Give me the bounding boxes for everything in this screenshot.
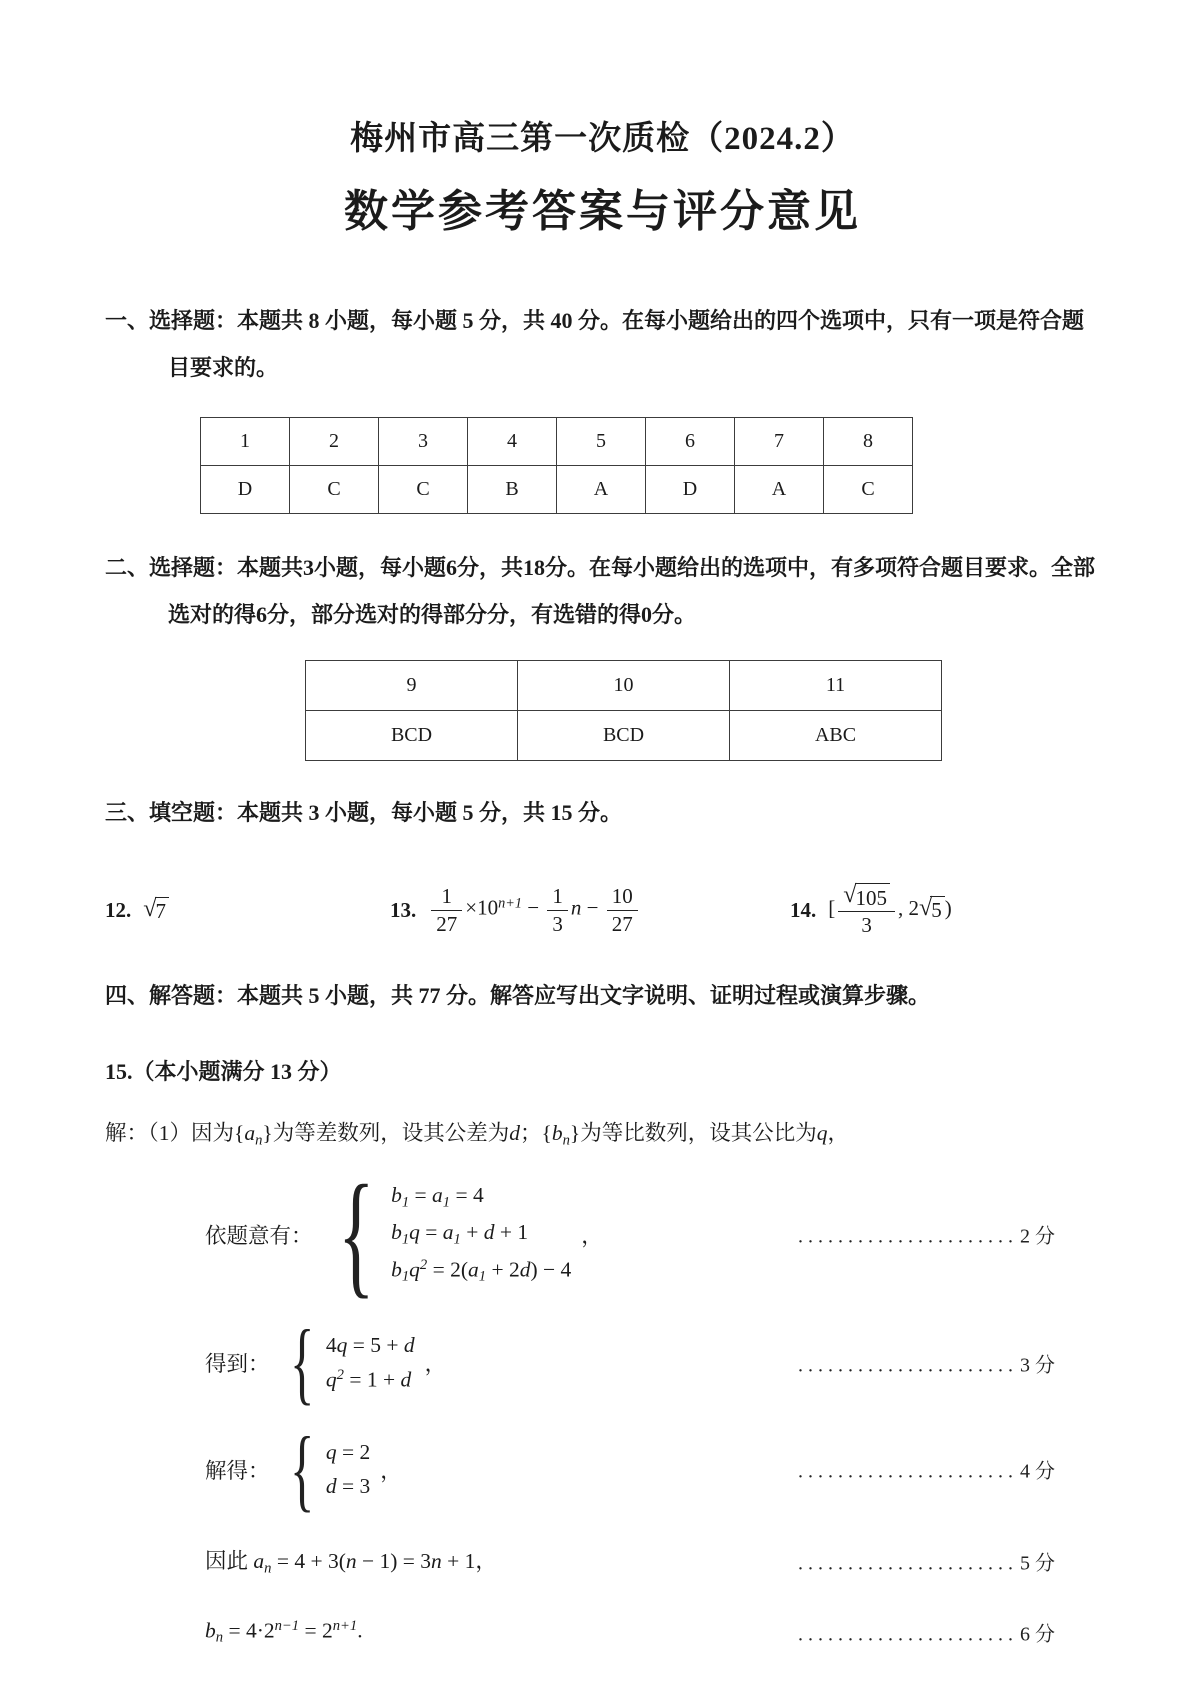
math-text: ， [827,1121,850,1145]
math-variable: q [336,1332,348,1357]
q3-answer: C [379,466,468,514]
dotted-leader: ...................... [798,1354,1018,1377]
math-text: . [357,1618,363,1643]
case-equation [326,1367,415,1392]
q13-math [428,883,640,937]
step-5-equation [205,1618,363,1647]
math-square-root [143,894,169,924]
math-variable: d [483,1219,495,1244]
solution-step-3 [205,1417,1100,1520]
math-subscript: 1 [401,1193,410,1210]
section-3-fill-in-heading: 三、填空题：本题共 3 小题，每小题 5 分，共 15 分。 [105,800,623,825]
case-equation [326,1333,415,1358]
math-variable: a [432,1182,443,1207]
case-rows [326,1333,415,1392]
q14-answer [790,882,952,939]
math-square-root [843,880,890,911]
math-variable: b [391,1257,402,1282]
math-superscript: n−1 [274,1617,300,1634]
step-1-score [798,1220,1055,1249]
math-subscript: n [215,1629,224,1646]
q11-answer: ABC [730,711,942,761]
math-superscript: 2 [419,1257,428,1274]
math-variable: d [400,1367,412,1392]
math-subscript: 1 [478,1269,487,1286]
math-subscript: 1 [453,1231,461,1248]
math-text: 为等差数列，设其公差为 [272,1121,510,1145]
math-variable: d [509,1121,520,1145]
q11-number: 11 [730,661,942,711]
math-text: 解：（1）因为 [105,1121,235,1145]
score-label: 6 分 [1020,1623,1055,1646]
math-subscript: 1 [401,1269,410,1286]
case-equation [391,1220,571,1248]
case-equation [326,1474,370,1499]
math-variable: d [519,1257,531,1282]
math-superscript: n+1 [498,895,522,912]
math-variable: n [570,895,582,920]
q1-answer: D [201,466,290,514]
math-text: ； [520,1121,542,1145]
math-text: = 2 [299,1618,333,1643]
math-variable: n [345,1549,357,1574]
math-text: = 5 + [347,1332,404,1357]
case-equation [326,1440,370,1465]
section-4-solutions-heading: 四、解答题：本题共 5 小题，共 77 分。解答应写出文字说明、证明过程或演算步骤。 [105,983,931,1008]
math-text: { [541,1121,552,1145]
left-brace-icon: { [289,1417,314,1520]
q9-number: 9 [306,661,518,711]
score-label: 3 分 [1020,1354,1055,1377]
math-variable: b [391,1182,402,1207]
fraction-denominator [547,910,568,937]
math-text: 4 [325,1332,337,1357]
math-case-system [323,1156,572,1311]
step-1-lead: 依题意有： [205,1223,313,1248]
q1-number: 1 [201,418,290,466]
math-text: [ [828,895,836,920]
radical-sign-icon: √ [143,894,157,922]
step-4-score [798,1547,1055,1576]
q2-number: 2 [290,418,379,466]
fraction-denominator [607,910,638,937]
math-text: − [522,895,545,920]
case-equation [391,1257,571,1286]
solution-intro-line [105,1116,1100,1149]
q10-answer: BCD [518,711,730,761]
math-text: − [581,895,604,920]
step-1-system [323,1156,572,1311]
step-3-system [280,1417,371,1520]
math-variable: q [409,1219,420,1244]
math-text: ) − 4 [530,1257,572,1282]
table-row-answers [306,711,942,761]
math-text: = 1 + [343,1367,401,1392]
step-2-score [798,1348,1055,1377]
math-variable: n [431,1549,442,1574]
math-variable: a [468,1257,479,1282]
math-superscript: n+1 [332,1617,358,1634]
q14-label: 14. [790,897,817,922]
q6-number: 6 [646,418,735,466]
dotted-leader: ...................... [798,1460,1018,1483]
section-1-multiple-choice-heading: 一、选择题：本题共 8 小题，每小题 5 分，共 40 分。在每小题给出的四个选项中，只有一项是符合题目要求的。 [105,308,1085,380]
math-fraction [838,882,895,939]
math-variable: d [325,1473,337,1498]
dotted-leader: ...................... [798,1225,1018,1248]
math-variable: q [409,1257,420,1282]
math-fraction [547,883,568,937]
math-text: 因此 [205,1549,254,1574]
q13-label: 13. [390,897,417,922]
math-variable: q [816,1121,828,1145]
math-text: } [569,1121,581,1145]
score-label: 4 分 [1020,1460,1055,1483]
math-variable: b [551,1121,563,1145]
math-text: + [460,1219,484,1244]
section-2-multi-select-heading: 二、选择题：本题共3小题，每小题6分，共18分。在每小题给出的选项中，有多项符合题目要求。全部选对的得6分，部分选对的得部分分，有选错的得0分。 [105,555,1096,627]
fraction-denominator [838,911,895,938]
radical-sign-icon: √ [919,893,933,921]
math-subscript: n [255,1132,263,1149]
math-text: + 1 [494,1219,529,1244]
math-variable: a [442,1219,454,1244]
q2-answer: C [290,466,379,514]
fraction-numerator [607,883,638,909]
step-2-lead: 得到： [205,1352,270,1377]
math-variable: d [403,1332,415,1357]
step-3-comma: ， [380,1458,402,1483]
q8-number: 8 [824,418,913,466]
question-15-heading: 15.（本小题满分 13 分） [105,1059,342,1084]
fill-in-answers-row [105,862,1100,958]
solution-step-1 [205,1156,1100,1311]
math-variable: a [244,1121,256,1145]
math-square-root [919,893,945,923]
step-2-system [280,1311,415,1414]
math-case-system [280,1417,371,1520]
solution-step-2 [205,1311,1100,1414]
math-subscript: n [264,1560,272,1577]
step-1-comma: ， [581,1223,603,1248]
fraction-denominator [431,910,462,937]
radicand: 7 [155,897,170,924]
dotted-leader: ...................... [798,1552,1018,1575]
math-text: 1 [441,884,452,909]
math-text: = 2 [336,1439,371,1464]
radicand: 5 [930,896,945,923]
answer-table-q9-11 [305,660,942,761]
math-variable: q [325,1367,337,1392]
q7-answer: A [735,466,824,514]
q12-answer [105,894,390,924]
fraction-numerator [547,883,568,909]
math-text: 3 [552,911,563,936]
radicand: 105 [855,883,891,911]
math-text: = 2( [427,1257,468,1282]
table-row-headers [306,661,942,711]
document-subtitle: 数学参考答案与评分意见 [344,187,861,236]
case-rows [326,1440,370,1499]
math-text: + 2 [486,1257,520,1282]
math-variable: a [253,1549,265,1574]
dotted-leader: ...................... [798,1623,1018,1646]
q3-number: 3 [379,418,468,466]
math-subscript: n [562,1132,570,1149]
q5-number: 5 [557,418,646,466]
document-header [105,112,1100,239]
q4-answer: B [468,466,557,514]
step-3-lead: 解得： [205,1458,270,1483]
math-text: 3 [861,913,872,937]
math-text: { [234,1121,245,1145]
math-text: + 1， [441,1549,497,1574]
math-text: = 4 + 3( [271,1549,346,1574]
math-text: = [409,1182,433,1207]
q12-math [143,894,169,924]
score-label: 2 分 [1020,1225,1055,1248]
answer-table-q1-8 [200,417,913,514]
step-2-comma: ， [424,1352,447,1377]
math-text: ) [944,895,952,920]
q14-math [828,882,952,939]
score-label: 5 分 [1020,1552,1055,1575]
q10-number: 10 [518,661,730,711]
table-row-headers [201,418,913,466]
math-text: − 1) = 3 [356,1549,432,1574]
math-fraction [607,883,638,937]
left-brace-icon: { [289,1311,314,1414]
math-variable: b [205,1618,216,1643]
q6-answer: D [646,466,735,514]
radical-sign-icon: √ [843,880,857,908]
math-text: , 2 [898,895,919,920]
q7-number: 7 [735,418,824,466]
math-text: = 3 [336,1473,371,1498]
document-title: 梅州市高三第一次质检（2024.2） [350,121,855,157]
math-text: = 4·2 [223,1618,275,1643]
math-text: 为等比数列，设其公比为 [580,1121,817,1145]
math-variable: b [391,1219,402,1244]
step-5-score [798,1618,1055,1647]
left-brace-icon: { [337,1156,375,1311]
solution-step-5 [205,1618,1100,1647]
q5-answer: A [557,466,646,514]
math-text: 27 [611,911,633,936]
step-4-equation [205,1544,497,1577]
math-subscript: 1 [401,1231,410,1248]
table-row-answers [201,466,913,514]
math-text: 10 [611,884,633,909]
math-superscript: 2 [336,1366,344,1383]
q9-answer: BCD [306,711,518,761]
fraction-numerator [838,882,895,911]
math-text: } [262,1121,273,1145]
math-text: = 4 [450,1182,484,1207]
q13-answer [390,883,790,937]
math-case-system [280,1311,415,1414]
math-text: ×10 [465,895,499,920]
math-text: 1 [552,884,563,909]
math-fraction [431,883,462,937]
q8-answer: C [824,466,913,514]
step-3-score [798,1455,1055,1484]
math-subscript: 1 [442,1193,451,1210]
solution-step-4 [205,1544,1100,1577]
case-rows [391,1183,571,1286]
math-variable: q [325,1439,337,1464]
math-text: = [419,1219,443,1244]
q4-number: 4 [468,418,557,466]
fraction-numerator [431,883,462,909]
case-equation [391,1183,571,1211]
q12-label: 12. [105,897,132,922]
math-text: 27 [436,911,458,936]
